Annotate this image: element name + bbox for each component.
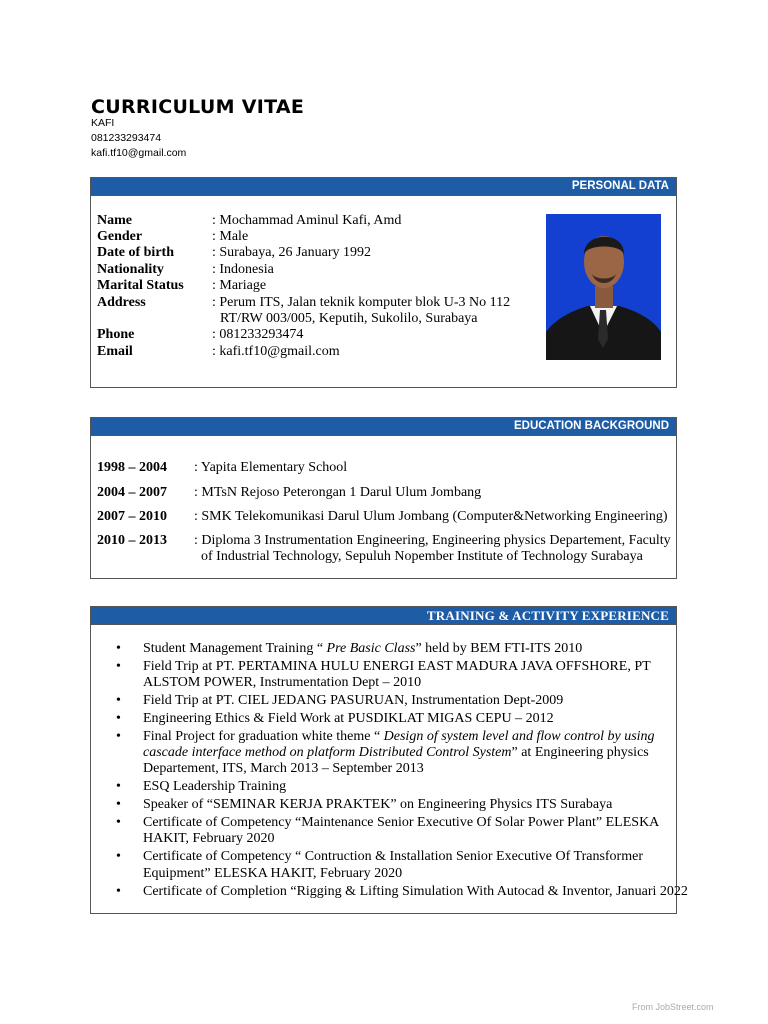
- education-text-block: [194, 533, 674, 565]
- field-label: Gender: [97, 229, 143, 244]
- education-heading: EDUCATION BACKGROUND: [91, 418, 676, 436]
- education-years: 2010 – 2013: [97, 533, 167, 548]
- education-text: : MTsN Rejoso Peterongan 1 Darul Ulum Jombang: [194, 485, 482, 500]
- training-section: [90, 606, 688, 914]
- header-email[interactable]: kafi.tf10@gmail.com: [91, 147, 187, 159]
- education-text: : SMK Telekomunikasi Darul Ulum Jombang (Computer&Networking Engineering): [194, 509, 668, 524]
- field-value: : Male: [212, 229, 249, 244]
- header-name: KAFI: [91, 117, 115, 129]
- field-value: : 081233293474: [212, 327, 304, 342]
- field-value[interactable]: : kafi.tf10@gmail.com: [212, 344, 340, 359]
- education-text: : Diploma 3 Instrumentation Engineering, Engineering physics Departement, Faculty: [194, 533, 671, 548]
- field-value: : Perum ITS, Jalan teknik komputer blok U-3 No 112: [212, 295, 511, 310]
- training-item: • Engineering Ethics & Field Work at PUSDIKLAT MIGAS CEPU – 2012: [143, 711, 703, 727]
- education-years: 1998 – 2004: [97, 460, 167, 475]
- training-item: • Certificate of Completion “Rigging & Lifting Simulation With Autocad & Inventor, Januari 2022: [143, 884, 703, 900]
- cv-title: CURRICULUM VITAE: [91, 96, 305, 118]
- training-item: • Certificate of Competency “ Contruction & Installation Senior Executive Of Transformer Equipment” ELESKA HAKIT, February 2020: [143, 849, 703, 882]
- header-phone: 081233293474: [91, 132, 162, 144]
- field-label: Phone: [97, 327, 135, 342]
- field-label: Nationality: [97, 262, 164, 277]
- profile-photo-figure: [546, 214, 661, 360]
- training-heading: TRAINING & ACTIVITY EXPERIENCE: [91, 607, 676, 625]
- education-years: 2004 – 2007: [97, 485, 167, 500]
- field-label: Name: [97, 213, 132, 228]
- personal-data-heading: PERSONAL DATA: [91, 178, 676, 196]
- education-text: : Yapita Elementary School: [194, 460, 348, 475]
- training-item: • Student Management Training “ Pre Basic Class” held by BEM FTI-ITS 2010: [143, 641, 703, 657]
- field-label: Address: [97, 295, 146, 310]
- field-value: : Surabaya, 26 January 1992: [212, 245, 372, 260]
- footer-source: From JobStreet.com: [632, 1002, 714, 1012]
- education-section: [90, 417, 677, 579]
- field-label: Date of birth: [97, 245, 174, 260]
- personal-data-section: [90, 177, 677, 388]
- education-years: 2007 – 2010: [97, 509, 167, 524]
- field-label: Email: [97, 344, 133, 359]
- education-text-line2: of Industrial Technology, Sepuluh Nopember Institute of Technology Surabaya: [201, 549, 643, 564]
- training-item: • Final Project for graduation white theme “ Design of system level and flow control by using cascade interface method on platform Distributed Control System” at Engineering physics Departement, ITS, March 2013 – September 2013: [143, 729, 703, 778]
- training-item: • Field Trip at PT. PERTAMINA HULU ENERGI EAST MADURA JAVA OFFSHORE, PT ALSTOM POWER, Instrumentation Dept – 2010: [143, 659, 703, 692]
- training-item: • Speaker of “SEMINAR KERJA PRAKTEK” on Engineering Physics ITS Surabaya: [143, 797, 703, 813]
- profile-photo: [546, 214, 661, 360]
- field-value-line2: RT/RW 003/005, Keputih, Sukolilo, Surabaya: [220, 311, 478, 326]
- training-item: • Field Trip at PT. CIEL JEDANG PASURUAN, Instrumentation Dept-2009: [143, 693, 703, 709]
- field-label: Marital Status: [97, 278, 184, 293]
- training-list: [91, 641, 703, 901]
- training-item: • ESQ Leadership Training: [143, 779, 703, 795]
- training-item: • Certificate of Competency “Maintenance Senior Executive Of Solar Power Plant” ELESKA HAKIT, February 2020: [143, 815, 703, 848]
- field-value: : Mariage: [212, 278, 267, 293]
- field-value: : Indonesia: [212, 262, 274, 277]
- field-value: : Mochammad Aminul Kafi, Amd: [212, 213, 402, 228]
